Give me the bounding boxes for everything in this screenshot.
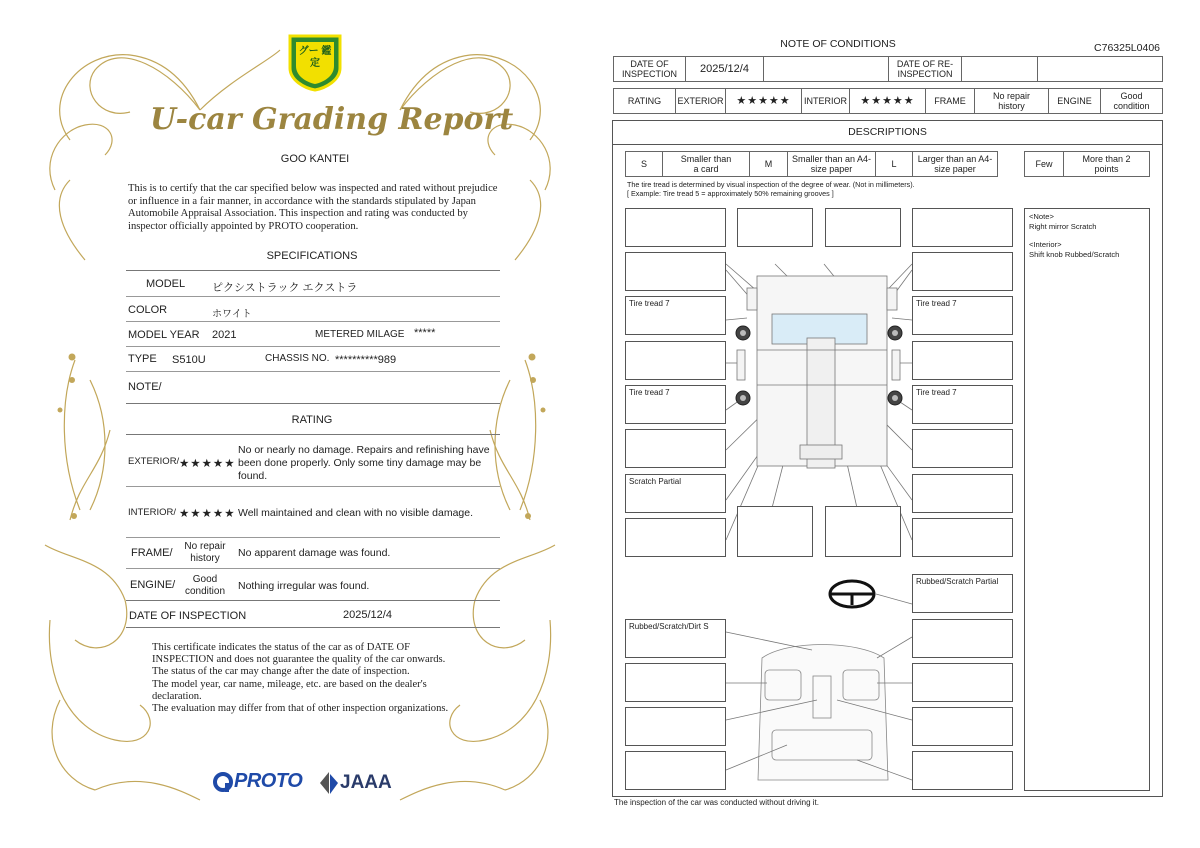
damage-box-front-right-corner <box>912 208 1013 247</box>
metered-mileage-value: ***** <box>414 327 436 339</box>
damage-box-tire-rear-left <box>625 385 726 424</box>
damage-box-interior-right <box>912 707 1013 746</box>
divider <box>126 568 500 569</box>
damage-box-right-rear <box>912 474 1013 513</box>
note-heading: <Note> <box>1029 212 1054 221</box>
chassis-label: CHASSIS NO. <box>265 353 330 364</box>
interior-stars: ★★★★★ <box>849 88 926 114</box>
jaaa-mark-icon <box>318 770 340 796</box>
note-of-conditions-title: NOTE OF CONDITIONS <box>780 38 896 50</box>
interior-label: INTERIOR <box>801 88 850 114</box>
damage-box-passenger-seat <box>912 663 1013 702</box>
note-label: NOTE/ <box>128 381 162 393</box>
type-label: TYPE <box>128 353 157 365</box>
damage-box-front-right <box>912 252 1013 291</box>
divider <box>126 486 500 487</box>
size-key-l: L <box>875 151 913 177</box>
goo-kantei-badge-logo <box>286 32 344 92</box>
divider <box>126 296 500 297</box>
damage-box-front-left-corner <box>625 208 726 247</box>
disclaimer-line: declaration. <box>152 690 202 702</box>
box-label: Tire tread 7 <box>916 388 957 397</box>
disclaimer-line: This certificate indicates the status of the car as of DATE OF <box>152 642 410 653</box>
damage-box-rear-left <box>625 518 726 557</box>
damage-box-left-rear <box>625 474 726 513</box>
divider <box>126 600 500 601</box>
engine-label: ENGINE/ <box>130 579 176 591</box>
damage-box-rear-right <box>912 518 1013 557</box>
model-year-label: MODEL YEAR <box>128 329 200 341</box>
engine-label: ENGINE <box>1048 88 1101 114</box>
certificate-title: U-car Grading Report <box>150 102 514 137</box>
damage-box-front-center-right <box>825 208 901 247</box>
certificate-subtitle: GOO KANTEI <box>280 153 350 165</box>
damage-box-tire-front-left <box>625 296 726 335</box>
size-desc-m: Smaller than an A4-size paper <box>787 151 876 177</box>
damage-box-left-bed <box>625 429 726 468</box>
frame-description: No apparent damage was found. <box>238 547 391 559</box>
exterior-stars: ★★★★★ <box>725 88 802 114</box>
frame-label: FRAME <box>925 88 975 114</box>
damage-box-tire-rear-right <box>912 385 1013 424</box>
date-of-reinspection-label: DATE OF RE-INSPECTION <box>888 56 962 82</box>
tread-note: The tire tread is determined by visual inspection of the degree of wear. (Not in millimeters). <box>627 180 915 189</box>
rating-heading: RATING <box>291 414 333 426</box>
interior-description: Well maintained and clean with no visible damage. <box>238 507 474 519</box>
damage-box-left-door <box>625 341 726 380</box>
specifications-heading: SPECIFICATIONS <box>266 250 358 262</box>
model-year-value: 2021 <box>212 329 237 341</box>
damage-box-front-left <box>625 252 726 291</box>
damage-box-rear-center-left <box>737 506 813 557</box>
proto-logo-text: PROTO <box>234 770 303 792</box>
date-of-inspection-label: DATE OF INSPECTION <box>613 56 686 82</box>
disclaimer-line: The status of the car may change after the date of inspection. <box>152 666 410 678</box>
certificate-disclaimer <box>152 642 482 715</box>
report-code: C76325L0406 <box>1094 42 1160 54</box>
metered-mileage-label: METERED MILAGE <box>315 329 405 340</box>
damage-box-right-bed <box>912 429 1013 468</box>
exterior-label: EXTERIOR <box>675 88 726 114</box>
few-key: Few <box>1024 151 1064 177</box>
date-of-inspection-label: DATE OF INSPECTION <box>129 610 247 622</box>
few-desc: More than 2 points <box>1063 151 1150 177</box>
damage-box-rear-seat-left <box>625 751 726 790</box>
interior-stars: ★★★★★ <box>179 508 236 520</box>
frame-value: No repair history <box>184 541 226 564</box>
color-label: COLOR <box>128 304 168 316</box>
jaaa-logo-text: JAAA <box>340 772 392 793</box>
interior-label: INTERIOR/ <box>128 507 177 518</box>
box-label: Tire tread 7 <box>629 388 670 397</box>
disclaimer-line: The model year, car name, mileage, etc. are based on the dealer's <box>152 678 427 690</box>
rating-label: RATING <box>613 88 676 114</box>
side-notes-panel <box>1024 208 1150 791</box>
damage-box-interior-front-right <box>912 619 1013 658</box>
box-label: Scratch Partial <box>629 477 682 486</box>
model-label: MODEL <box>146 278 186 290</box>
engine-description: Nothing irregular was found. <box>238 580 370 592</box>
color-value: ホワイト <box>212 309 252 320</box>
size-key-s: S <box>625 151 663 177</box>
exterior-label: EXTERIOR/ <box>128 456 180 467</box>
frame-label: FRAME/ <box>131 547 173 559</box>
date-of-reinspection-value <box>961 56 1038 82</box>
certificate-intro: This is to certify that the car specified below was inspected and rated without prejudice or influence in a fair manner, in accordance with the standards stipulated by Japan Automobile Appraisal Association. This inspection and rating was conducted by inspector officially appointed by PROTO cooperation. <box>128 183 498 232</box>
box-label: Rubbed/Scratch/Dirt S <box>629 622 709 631</box>
damage-box-rear-seat-right <box>912 751 1013 790</box>
engine-value: Good condition <box>1100 88 1163 114</box>
proto-mark-icon <box>212 771 234 793</box>
date-of-inspection-value: 2025/12/4 <box>343 609 392 621</box>
damage-box-right-door <box>912 341 1013 380</box>
interior-item: Shift knob Rubbed/Scratch <box>1029 249 1120 259</box>
divider <box>126 403 500 404</box>
inspection-footnote: The inspection of the car was conducted without driving it. <box>614 798 819 807</box>
size-desc-s: Smaller than a card <box>662 151 750 177</box>
tread-example: [ Example: Tire tread 5 = approximately 50% remaining grooves ] <box>627 189 834 198</box>
exterior-stars: ★★★★★ <box>179 458 236 470</box>
exterior-description: No or nearly no damage. Repairs and refinishing have been done properly. Only some tiny damage may be found. <box>238 444 490 482</box>
box-label: Rubbed/Scratch Partial <box>916 577 999 586</box>
damage-box-interior-left <box>625 707 726 746</box>
empty-cell <box>763 56 889 82</box>
divider <box>126 270 500 271</box>
divider <box>126 346 500 347</box>
disclaimer-line: INSPECTION and does not guarantee the quality of the car onwards. <box>152 654 446 666</box>
disclaimer-line: The evaluation may differ from that of other inspection organizations. <box>152 703 449 715</box>
date-of-inspection-value: 2025/12/4 <box>685 56 764 82</box>
damage-box-rear-center-right <box>825 506 901 557</box>
divider <box>126 371 500 372</box>
divider <box>126 627 500 628</box>
frame-value: No repair history <box>974 88 1049 114</box>
damage-box-front-center-left <box>737 208 813 247</box>
type-value: S510U <box>172 354 206 366</box>
descriptions-heading: DESCRIPTIONS <box>612 120 1163 145</box>
interior-heading: <Interior> <box>1029 240 1062 249</box>
divider <box>126 321 500 322</box>
damage-box-interior-front <box>625 619 726 658</box>
jaaa-logo <box>318 770 392 796</box>
note-item: Right mirror Scratch <box>1029 221 1097 231</box>
damage-box-driver-seat <box>625 663 726 702</box>
proto-logo <box>212 770 302 793</box>
divider <box>126 434 500 435</box>
steering-wheel-icon <box>830 581 874 607</box>
damage-box-tire-front-right <box>912 296 1013 335</box>
empty-cell <box>1037 56 1163 82</box>
box-label: Tire tread 7 <box>916 299 957 308</box>
badge-text: グー 鑑定 <box>298 46 332 69</box>
chassis-value: **********989 <box>335 354 397 366</box>
model-value: ピクシストラック エクストラ <box>212 282 358 294</box>
damage-box-steering <box>912 574 1013 613</box>
divider <box>126 537 500 538</box>
size-desc-l: Larger than an A4-size paper <box>912 151 998 177</box>
engine-value: Good condition <box>184 574 226 597</box>
box-label: Tire tread 7 <box>629 299 670 308</box>
size-key-m: M <box>749 151 788 177</box>
